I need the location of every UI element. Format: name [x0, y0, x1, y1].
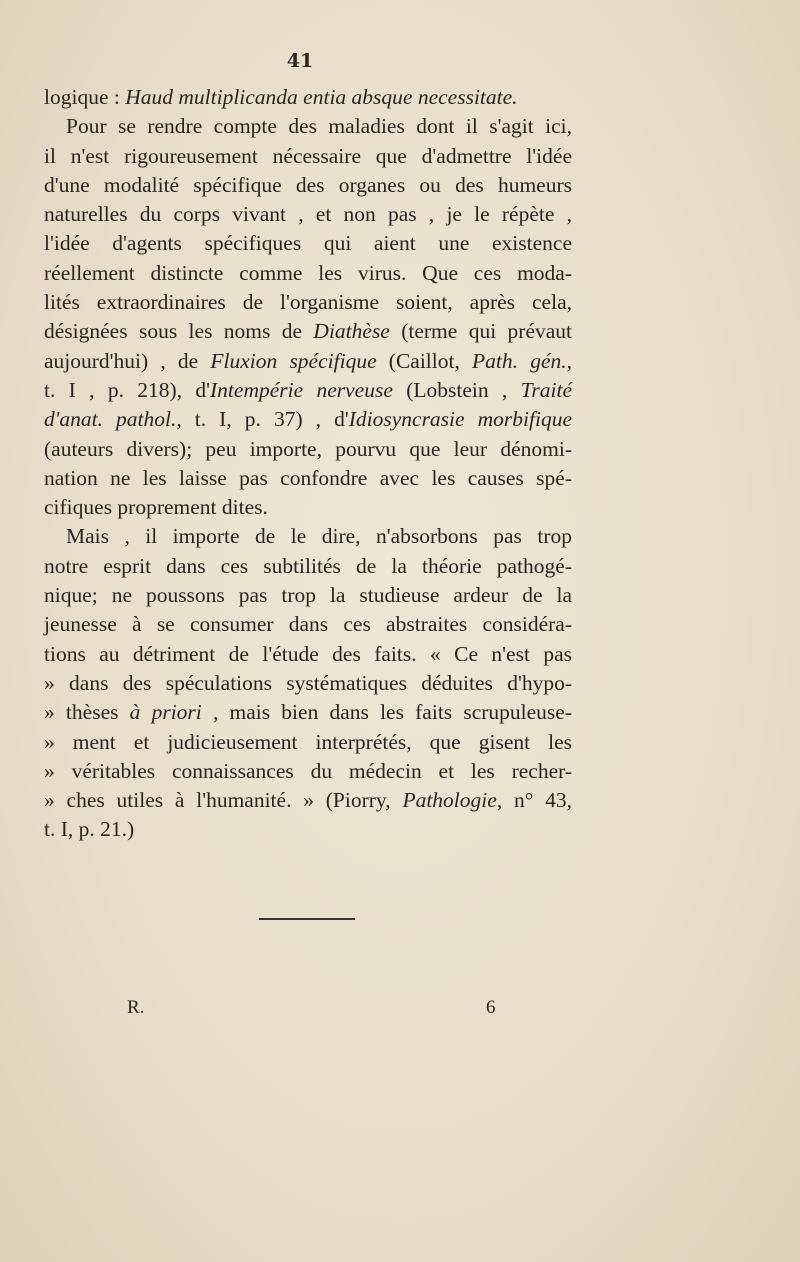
- text-segment: » thèses: [44, 700, 130, 725]
- section-divider: [259, 918, 355, 920]
- text-segment: jeunesse à se consumer dans ces abstraites considéra-: [44, 612, 572, 637]
- text-segment: » véritables connaissances du médecin et les recher-: [44, 758, 572, 783]
- text-segment: (auteurs divers); peu importe, pourvu que leur dénomi-: [44, 436, 572, 461]
- italic-text-segment: à priori: [129, 700, 202, 725]
- text-segment: notre esprit dans ces subtilités de la théorie pathogé-: [44, 553, 572, 578]
- italic-text-segment: Diathèse: [313, 319, 390, 344]
- text-line: [44, 347, 572, 376]
- text-segment: il n'est rigoureusement nécessaire que d'admettre l'idée: [44, 143, 572, 168]
- text-line: [44, 757, 572, 786]
- text-line: [44, 522, 572, 551]
- italic-text-segment: Idiosyncrasie morbifique: [348, 407, 572, 432]
- text-segment: t. I, p. 21.): [44, 817, 135, 842]
- text-segment: Mais , il importe de le dire, n'absorbons pas trop: [66, 524, 572, 549]
- text-line: [44, 405, 572, 434]
- text-segment: nique; ne poussons pas trop la studieuse ardeur de la: [44, 583, 572, 608]
- body-text: [44, 83, 572, 845]
- text-line: [44, 259, 572, 288]
- text-line: [44, 376, 572, 405]
- text-segment: (Lobstein ,: [392, 377, 521, 402]
- text-line: [44, 640, 572, 669]
- text-line: [44, 815, 572, 844]
- text-line: [44, 698, 572, 727]
- text-segment: aujourd'hui) , de: [44, 348, 211, 373]
- text-segment: Pour se rendre compte des maladies dont il s'agit ici,: [66, 114, 572, 139]
- text-segment: logique :: [44, 85, 126, 109]
- italic-text-segment: Intempérie nerveuse: [210, 377, 393, 402]
- text-segment: , n° 43,: [496, 788, 572, 813]
- text-segment: » dans des spéculations systématiques déduites d'hypo-: [44, 670, 572, 695]
- text-segment: t. I , p. 218), d': [44, 377, 211, 402]
- text-line: [44, 728, 572, 757]
- text-segment: ,: [566, 348, 572, 373]
- text-line: [44, 112, 572, 141]
- text-segment: (terme qui prévaut: [389, 319, 572, 344]
- italic-text-segment: Pathologie: [402, 788, 497, 813]
- text-segment: l'idée d'agents spécifiques qui aient une existence: [44, 231, 572, 256]
- text-segment: tions au détriment de l'étude des faits. « Ce n'est pas: [44, 641, 572, 666]
- text-line: [44, 229, 572, 258]
- italic-text-segment: Traité: [520, 377, 572, 402]
- text-line: [44, 786, 572, 815]
- text-segment: » ment et judicieusement interprétés, que gisent les: [44, 729, 572, 754]
- text-segment: réellement distincte comme les virus. Que ces moda-: [44, 260, 572, 285]
- text-segment: , t. I, p. 37) , d': [176, 407, 349, 432]
- text-line: [44, 200, 572, 229]
- text-line: [44, 581, 572, 610]
- text-line: [44, 317, 572, 346]
- text-line: [44, 669, 572, 698]
- text-segment: lités extraordinaires de l'organisme soient, après cela,: [44, 290, 572, 315]
- text-segment: d'une modalité spécifique des organes ou des humeurs: [44, 172, 572, 197]
- text-line: [44, 171, 572, 200]
- text-line: [44, 142, 572, 171]
- italic-text-segment: Fluxion spécifique: [210, 348, 377, 373]
- italic-text-segment: Haud multiplicanda entia absque necessitate.: [125, 85, 518, 109]
- text-line: [44, 83, 572, 112]
- text-segment: nation ne les laisse pas confondre avec les causes spé-: [44, 465, 572, 490]
- text-segment: » ches utiles à l'humanité. » (Piorry,: [44, 788, 403, 813]
- text-line: [44, 552, 572, 581]
- italic-text-segment: Path. gén.: [472, 348, 567, 373]
- printer-signature-mark: R.: [127, 997, 145, 1018]
- text-line: [44, 610, 572, 639]
- text-line: [44, 435, 572, 464]
- text-segment: (Caillot,: [376, 348, 473, 373]
- text-segment: cifiques proprement dites.: [44, 495, 268, 520]
- sheet-number: 6: [486, 997, 496, 1018]
- text-line: [44, 288, 572, 317]
- text-segment: naturelles du corps vivant , et non pas , je le répète ,: [44, 202, 572, 227]
- text-line: [44, 493, 572, 522]
- text-segment: désignées sous les noms de: [44, 319, 314, 344]
- italic-text-segment: d'anat. pathol.: [44, 407, 177, 432]
- text-line: [44, 464, 572, 493]
- text-segment: , mais bien dans les faits scrupuleuse-: [201, 700, 573, 725]
- page-number: 41: [286, 50, 314, 72]
